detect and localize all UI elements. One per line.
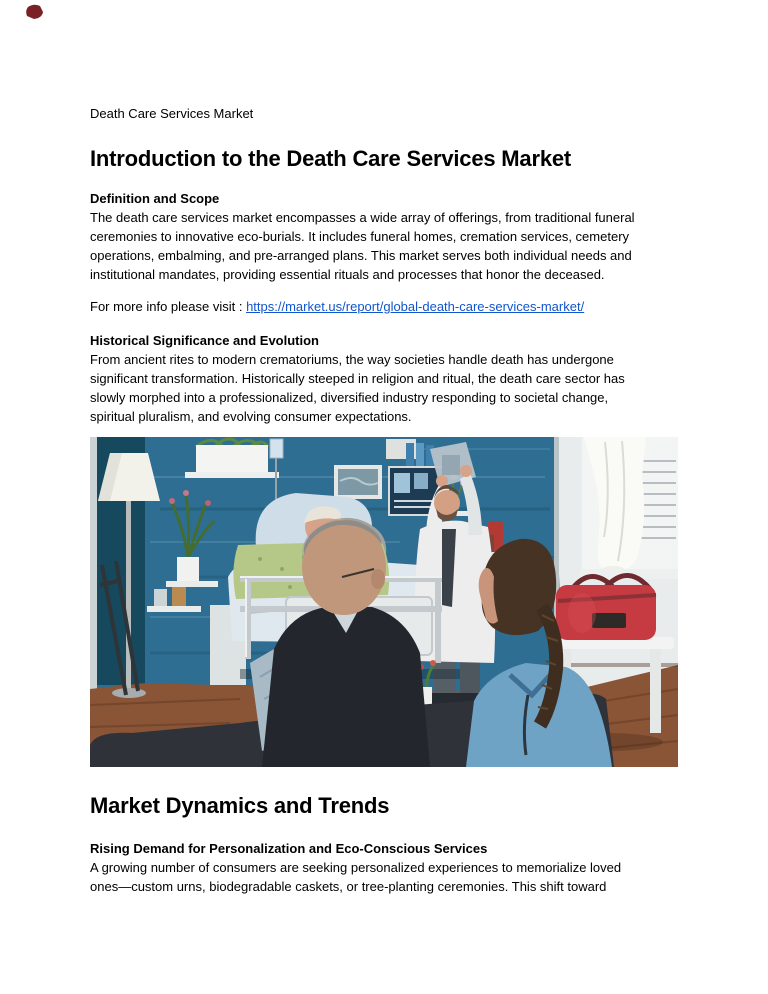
paragraph-line: operations, embalming, and pre-arranged plans. This market serves both individual needs and: [90, 248, 632, 263]
history-paragraph: [90, 350, 679, 426]
paragraph-line: slowly morphed into a professionalized, diversified industry responding to societal change,: [90, 390, 609, 405]
dynamics-title: Market Dynamics and Trends: [90, 793, 390, 818]
paragraph-line: ones—custom urns, biodegradable caskets, or tree-planting ceremonies. This shift toward: [90, 879, 607, 894]
intro-title: Introduction to the Death Care Services Market: [90, 146, 572, 171]
rising-heading: Rising Demand for Personalization and Eco-Conscious Services: [90, 841, 488, 856]
link-line: [90, 297, 679, 316]
paragraph-line: The death care services market encompasses a wide array of offerings, from traditional funeral: [90, 210, 635, 225]
paragraph-line: A growing number of consumers are seeking personalized experiences to memorialize loved: [90, 860, 622, 875]
document-content: [90, 104, 679, 896]
report-link[interactable]: https://market.us/report/global-death-care-services-market/: [246, 299, 585, 314]
paragraph-line: ceremonies to innovative eco-burials. It includes funeral homes, cremation services, cemetery: [90, 229, 630, 244]
rising-paragraph: [90, 858, 679, 896]
link-prefix: For more info please visit :: [90, 299, 247, 314]
document-kicker: Death Care Services Market: [90, 106, 254, 121]
door-frame: [90, 437, 97, 689]
history-heading: Historical Significance and Evolution: [90, 333, 319, 348]
hospital-scene-illustration: [90, 437, 678, 767]
page-corner-mark: [25, 4, 45, 21]
article-photo: [90, 437, 678, 767]
paragraph-line: spiritual pluralism, and evolving consumer expectations.: [90, 409, 412, 424]
definition-heading: Definition and Scope: [90, 191, 220, 206]
definition-paragraph: [90, 208, 679, 284]
paragraph-line: institutional mandates, providing essential rituals and processes that honor the deceased.: [90, 267, 605, 282]
paragraph-line: From ancient rites to modern crematoriums, the way societies handle death has undergone: [90, 352, 614, 367]
paragraph-line: significant transformation. Historically steeped in religion and ritual, the death care sector has: [90, 371, 625, 386]
first-aid-bag: [556, 575, 656, 640]
